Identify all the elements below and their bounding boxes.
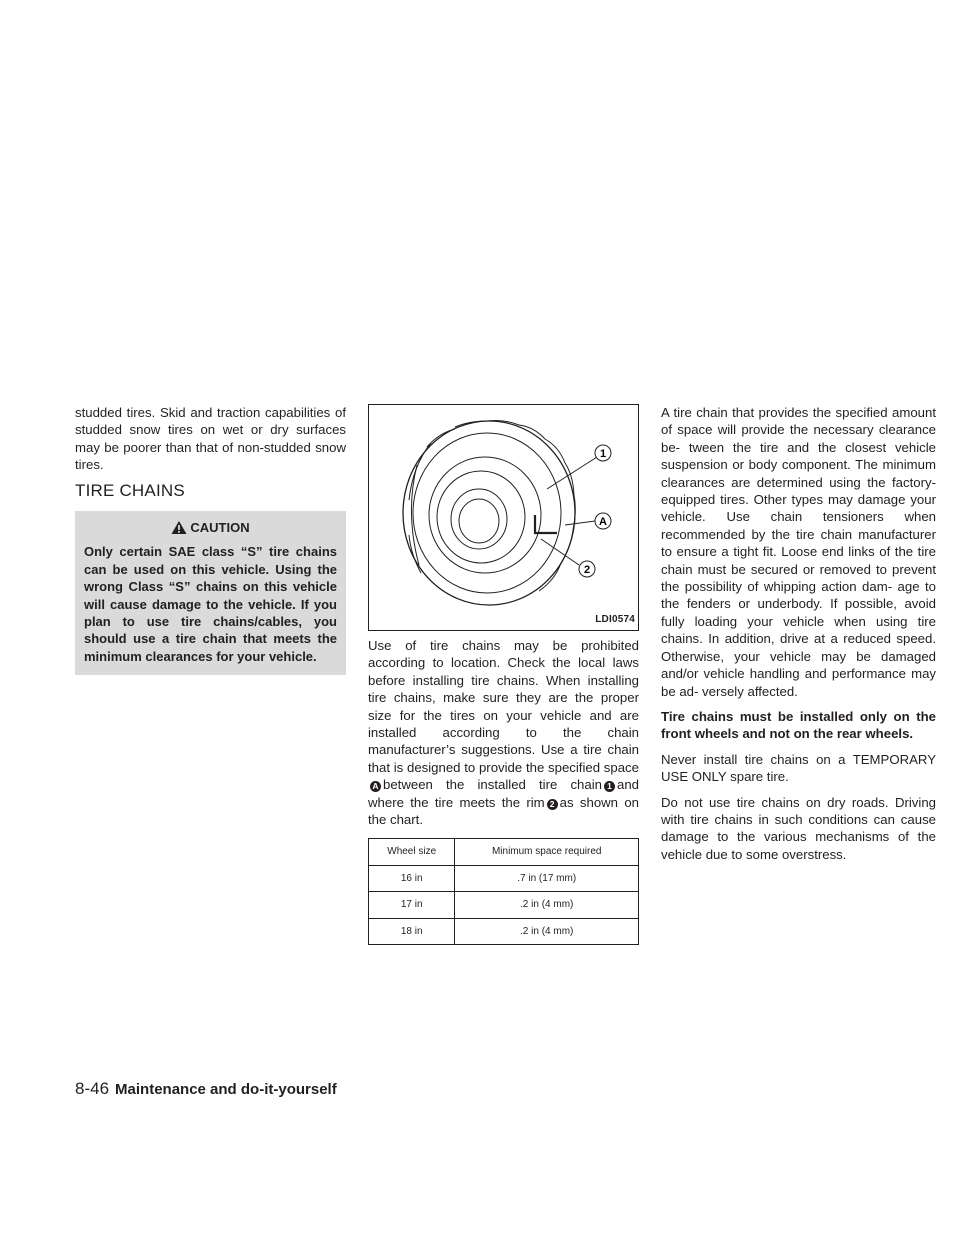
caution-box bbox=[75, 511, 346, 675]
table-cell: .2 in (4 mm) bbox=[455, 918, 639, 944]
caution-heading bbox=[84, 519, 337, 536]
callout-a bbox=[595, 513, 611, 529]
front-wheels-warning: Tire chains must be installed only on the front wheels and not on the rear wheels. bbox=[661, 708, 936, 742]
clearance-paragraph: A tire chain that provides the specified amount of space will provide the necessary clearance be- tween the tire and the closest vehicle suspension or body component. The minimum clearances are determined using the factory-equipped tires. Other types may damage your vehicle. Use chain tensioners when recommended by the tire chain manufacturer to ensure a tight fit. Loose end links of the tire chain must be secured or removed to prevent the possibility of whipping action dam- age to the fenders or underbody. If possible, avoid fully loading your vehicle when using tire chains. In addition, drive at a reduced speed. Otherwise, your vehicle may be damaged and/or vehicle handling and performance may be ad- versely affected. bbox=[661, 405, 936, 699]
callout-1 bbox=[595, 445, 611, 461]
column-left bbox=[75, 404, 346, 675]
table-cell: 18 in bbox=[369, 918, 455, 944]
clearance-table bbox=[368, 838, 639, 945]
table-header: Minimum space required bbox=[455, 839, 639, 865]
instructions-text-1: Use of tire chains may be prohibited according to location. Check the local laws before installing tire chains. When installing tire chains, make sure they are the proper size for the tires on your vehicle and are installed according to the chain manufacturer’s suggestions. Use a tire chain that is designed to provide the specified space bbox=[368, 638, 639, 775]
table-cell: .2 in (4 mm) bbox=[455, 892, 639, 918]
caution-text: Only certain SAE class “S” tire chains can be used on this vehicle. Using the wrong Class “S” chains on this vehicle will cause damage to the vehicle. If you plan to use tire chains/cables, you should use a tire chain that meets the minimum clearances for your vehicle. bbox=[84, 544, 337, 664]
page-number: 8-46 bbox=[75, 1079, 110, 1098]
page-footer bbox=[75, 1079, 337, 1099]
instructions-text-3: and where the tire meets the rim bbox=[368, 777, 639, 810]
table-header: Wheel size bbox=[369, 839, 455, 865]
section-name: Maintenance and do-it-yourself bbox=[115, 1081, 337, 1098]
marker-2: 2 bbox=[547, 799, 558, 810]
figure-code: LDI0574 bbox=[595, 613, 635, 625]
table-row bbox=[369, 918, 639, 944]
marker-a: A bbox=[370, 781, 381, 792]
section-title: TIRE CHAINS bbox=[75, 480, 185, 500]
column-right bbox=[661, 404, 936, 871]
table-row bbox=[369, 865, 639, 891]
column-middle bbox=[368, 404, 639, 945]
table-header-row bbox=[369, 839, 639, 865]
dry-roads-paragraph: Do not use tire chains on dry roads. Driving with tire chains in such conditions can cause damage to the various mechanisms of the vehicle due to some overstress. bbox=[661, 794, 936, 862]
marker-1: 1 bbox=[604, 781, 615, 792]
callout-a-label: A bbox=[599, 516, 607, 528]
table-cell: 16 in bbox=[369, 865, 455, 891]
intro-paragraph: studded tires. Skid and traction capabilities of studded snow tires on wet or dry surfaces may be poorer than that of non-studded snow tires. bbox=[75, 405, 346, 473]
table-cell: .7 in (17 mm) bbox=[455, 865, 639, 891]
caution-title: CAUTION bbox=[190, 520, 250, 536]
instructions-text-2: between the installed tire chain bbox=[383, 777, 602, 793]
tire-chain-illustration bbox=[369, 405, 638, 630]
instructions-text-4: as shown on the chart. bbox=[368, 794, 639, 828]
chain-instructions-paragraph bbox=[368, 637, 639, 828]
warning-triangle-icon bbox=[171, 520, 187, 535]
tire-chain-figure bbox=[368, 404, 639, 631]
callout-1-label: 1 bbox=[599, 448, 607, 460]
callout-2-label: 2 bbox=[583, 564, 591, 576]
spare-tire-paragraph: Never install tire chains on a TEMPORARY USE ONLY spare tire. bbox=[661, 751, 936, 785]
table-row bbox=[369, 892, 639, 918]
table-cell: 17 in bbox=[369, 892, 455, 918]
callout-2 bbox=[579, 561, 595, 577]
